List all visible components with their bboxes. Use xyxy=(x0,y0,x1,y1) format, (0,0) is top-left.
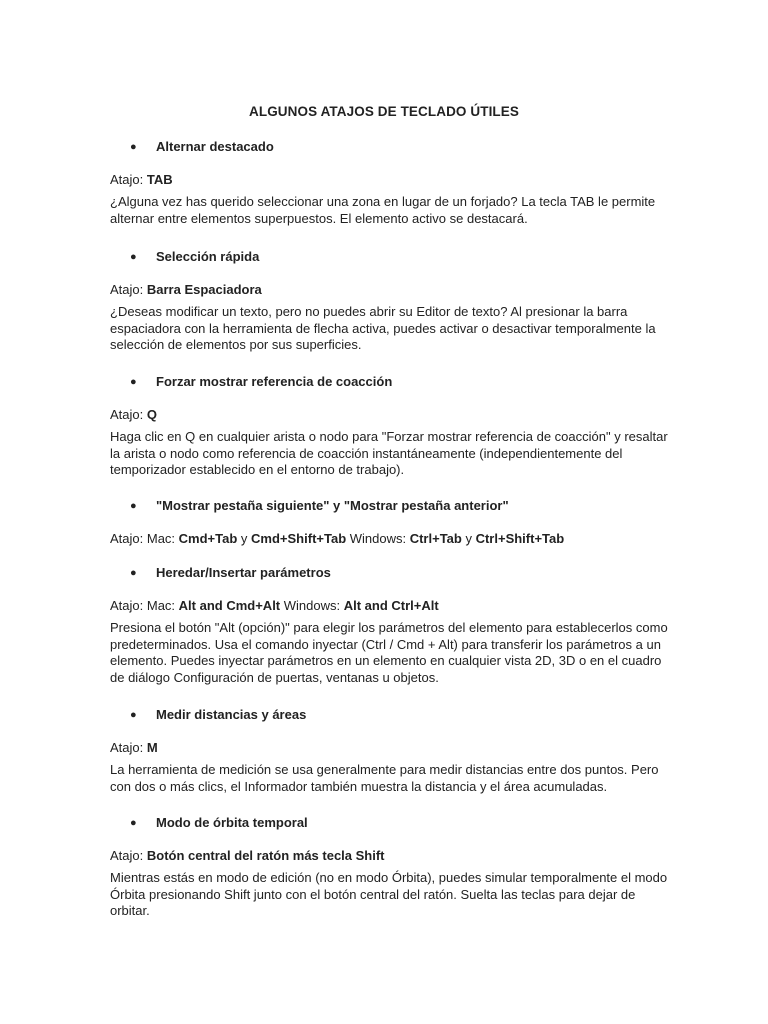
shortcut-line xyxy=(110,172,670,190)
bullet-heading xyxy=(110,707,670,727)
section-heading: Alternar destacado xyxy=(156,139,274,154)
bullet-icon: ● xyxy=(130,500,137,512)
bullet-heading xyxy=(110,249,670,269)
shortcut-key: Ctrl+Tab xyxy=(409,531,462,546)
shortcut-label: Atajo: xyxy=(110,848,147,863)
shortcut-label: Atajo: xyxy=(110,407,147,422)
bullet-heading xyxy=(110,815,670,835)
section-heading: Selección rápida xyxy=(156,249,260,264)
section-heading: "Mostrar pestaña siguiente" y "Mostrar pestaña anterior" xyxy=(156,498,509,513)
bullet-icon: ● xyxy=(130,567,137,579)
shortcut-label: Atajo: xyxy=(110,531,147,546)
shortcut-key: Alt and Ctrl+Alt xyxy=(343,598,439,613)
section-heading: Forzar mostrar referencia de coacción xyxy=(156,374,393,389)
shortcut-key: M xyxy=(146,740,158,755)
shortcut-section xyxy=(110,565,670,686)
shortcut-key: Alt and Cmd+Alt xyxy=(178,598,281,613)
shortcut-line xyxy=(110,407,670,425)
bullet-heading xyxy=(110,139,670,159)
shortcut-text: Windows: xyxy=(280,598,344,613)
shortcut-line xyxy=(110,282,670,300)
shortcut-text: Mac: xyxy=(146,598,179,613)
shortcut-line xyxy=(110,598,670,616)
shortcut-text: y xyxy=(461,531,476,546)
shortcut-key: Cmd+Shift+Tab xyxy=(251,531,347,546)
shortcut-section xyxy=(110,139,670,227)
shortcut-section xyxy=(110,498,670,549)
bullet-icon: ● xyxy=(130,141,137,153)
shortcut-key: TAB xyxy=(146,172,173,187)
bullet-icon: ● xyxy=(130,251,137,263)
shortcut-text: y xyxy=(237,531,252,546)
shortcut-section xyxy=(110,374,670,479)
shortcut-label: Atajo: xyxy=(110,740,147,755)
shortcut-key: Botón central del ratón más tecla Shift xyxy=(146,848,385,863)
bullet-heading xyxy=(110,374,670,394)
section-description: Presiona el botón "Alt (opción)" para elegir los parámetros del elemento para establecerlos como predeterminados. Usa el comando inyectar (Ctrl / Cmd + Alt) para transferir los parámetros a un elemento. Puedes inyectar parámetros en un elemento en cualquier vista 2D, 3D o en el cuadro de diálogo Configuración de puertas, ventanas u objetos. xyxy=(110,620,668,685)
shortcut-key: Q xyxy=(146,407,157,422)
section-heading: Medir distancias y áreas xyxy=(156,707,307,722)
section-heading: Heredar/Insertar parámetros xyxy=(156,565,331,580)
shortcut-section xyxy=(110,707,670,795)
shortcut-section xyxy=(110,815,670,920)
shortcut-text: Mac: xyxy=(146,531,179,546)
bullet-icon: ● xyxy=(130,376,137,388)
shortcut-text: Windows: xyxy=(346,531,410,546)
document-title: ALGUNOS ATAJOS DE TECLADO ÚTILES xyxy=(249,104,519,119)
bullet-icon: ● xyxy=(130,709,137,721)
shortcut-label: Atajo: xyxy=(110,172,147,187)
bullet-icon: ● xyxy=(130,817,137,829)
shortcut-line xyxy=(110,531,670,549)
shortcut-key: Barra Espaciadora xyxy=(146,282,262,297)
bullet-heading xyxy=(110,565,670,585)
section-description: La herramienta de medición se usa generalmente para medir distancias entre dos puntos. Pero con dos o más clics, el Informador también muestra la distancia y el área acumuladas. xyxy=(110,762,659,794)
shortcut-key: Cmd+Tab xyxy=(178,531,238,546)
bullet-heading xyxy=(110,498,670,518)
section-description: ¿Deseas modificar un texto, pero no puedes abrir su Editor de texto? Al presionar la barra espaciadora con la herramienta de flecha activa, puedes activar o desactivar temporalmente la selección de elementos por sus superficies. xyxy=(110,304,656,352)
section-heading: Modo de órbita temporal xyxy=(156,815,308,830)
shortcut-label: Atajo: xyxy=(110,598,147,613)
section-description: Haga clic en Q en cualquier arista o nodo para "Forzar mostrar referencia de coacción" y resaltar la arista o nodo como referencia de coacción instantáneamente (independientemente del temporizador establecido en el entorno de trabajo). xyxy=(110,429,668,477)
section-description: ¿Alguna vez has querido seleccionar una zona en lugar de un forjado? La tecla TAB le permite alternar entre elementos superpuestos. El elemento activo se destacará. xyxy=(110,194,656,226)
shortcut-line xyxy=(110,848,670,866)
shortcut-label: Atajo: xyxy=(110,282,147,297)
section-description: Mientras estás en modo de edición (no en modo Órbita), puedes simular temporalmente el modo Órbita presionando Shift junto con el botón central del ratón. Suelta las teclas para dejar de orbitar. xyxy=(110,870,668,918)
shortcut-section xyxy=(110,249,670,354)
shortcut-line xyxy=(110,740,670,758)
shortcut-key: Ctrl+Shift+Tab xyxy=(475,531,565,546)
